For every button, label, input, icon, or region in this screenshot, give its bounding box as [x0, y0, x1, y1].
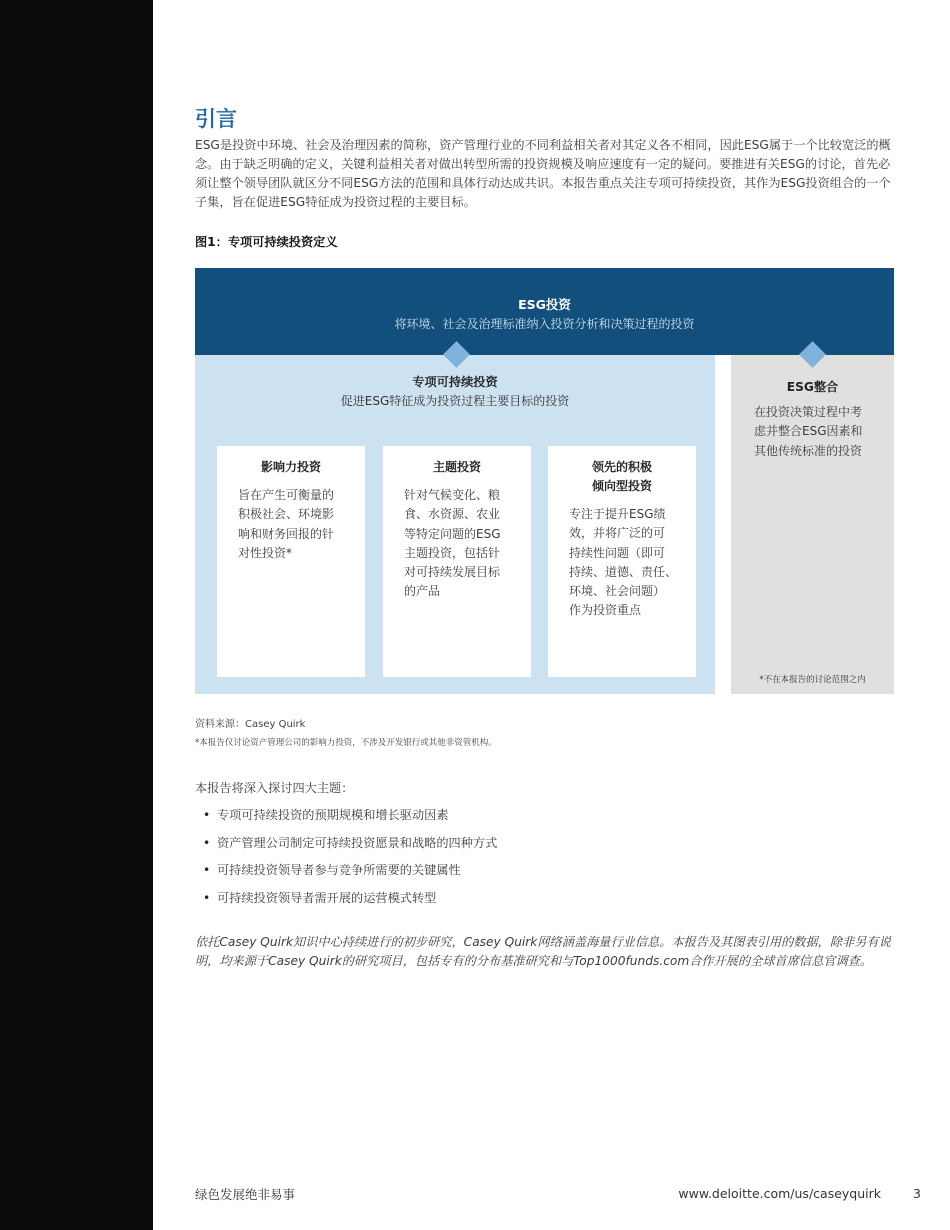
- themes-list: [203, 806, 497, 916]
- dedicated-title: 专项可持续投资: [412, 375, 498, 389]
- page-number: 3: [913, 1186, 921, 1201]
- integration-note: *不在本报告的讨论范围之内: [759, 675, 866, 685]
- list-item: • 可持续投资领导者参与竞争所需要的关键属性: [203, 861, 497, 889]
- dedicated-sustainable-panel: [195, 355, 715, 694]
- card-title: 主题投资: [432, 460, 481, 474]
- list-item: • 可持续投资领导者需开展的运营模式转型: [203, 889, 497, 917]
- impact-investing-card: [217, 446, 365, 677]
- list-item: • 专项可持续投资的预期规模和增长驱动因素: [203, 806, 497, 834]
- esg-investing-header: [195, 268, 894, 355]
- research-note: 依托Casey Quirk知识中心持续进行的初步研究，Casey Quirk网络涵盖海量行业信息。本报告及其图表引用的数据，除非另有说明，均来源于Casey Quirk的研究项目，包括专有的分布基准研究和与Top1000funds.com合作开展的全球首席信息官调查。: [195, 935, 891, 968]
- positive-tilt-investing-card: [548, 446, 696, 677]
- esg-integration-panel: [731, 355, 894, 694]
- dedicated-subtitle: 促进ESG特征成为投资过程主要目标的投资: [340, 394, 570, 408]
- thematic-investing-card: [383, 446, 531, 677]
- card-body: 专注于提升ESG绩 效，并将广泛的可 持续性问题（即可 持续、道德、责任、 环境、社会问题） 作为投资重点: [569, 507, 678, 618]
- integration-body: 在投资决策过程中考 虑并整合ESG因素和 其他传统标准的投资: [754, 405, 863, 458]
- page-title: 引言: [195, 107, 237, 131]
- card-body: 针对气候变化、粮 食、水资源、农业 等特定问题的ESG 主题投资，包括针 对可持续发展目标 的产品: [404, 488, 501, 599]
- card-title: 领先的积极 倾向型投资: [591, 460, 652, 493]
- footer-report-title: 绿色发展绝非易事: [195, 1187, 296, 1202]
- integration-title: ESG整合: [786, 380, 839, 394]
- list-item: • 资产管理公司制定可持续投资愿景和战略的四种方式: [203, 834, 497, 862]
- esg-investing-subtitle: 将环境、社会及治理标准纳入投资分析和决策过程的投资: [394, 317, 695, 331]
- esg-investing-title: ESG投资: [518, 297, 571, 312]
- intro-paragraph: ESG是投资中环境、社会及治理因素的简称，资产管理行业的不同利益相关者对其定义各不相同，因此ESG属于一个比较宽泛的概念。由于缺乏明确的定义，关键利益相关者对做出转型所需的投资规模及响应速度有一定的疑问。要推进有关ESG的讨论，首先必须让整个领导团队就区分不同ESG方法的范围和具体行动达成共识。本报告重点关注专项可持续投资，其作为ESG投资组合的一个子集，旨在促进ESG特征成为投资过程的主要目标。: [195, 138, 891, 209]
- figure-source: 资料来源：Casey Quirk: [195, 719, 306, 730]
- card-title: 影响力投资: [260, 460, 321, 474]
- footer-url-link[interactable]: www.deloitte.com/us/caseyquirk: [678, 1186, 881, 1201]
- card-body: 旨在产生可衡量的 积极社会、环境影 响和财务回报的针 对性投资*: [238, 488, 335, 560]
- figure-caption: 图1：专项可持续投资定义: [195, 235, 338, 249]
- figure-footnote: *本报告仅讨论资产管理公司的影响力投资，不涉及开发银行或其他非资管机构。: [195, 738, 497, 748]
- left-black-sidebar: [0, 0, 153, 1230]
- themes-intro: 本报告将深入探讨四大主题：: [195, 781, 354, 795]
